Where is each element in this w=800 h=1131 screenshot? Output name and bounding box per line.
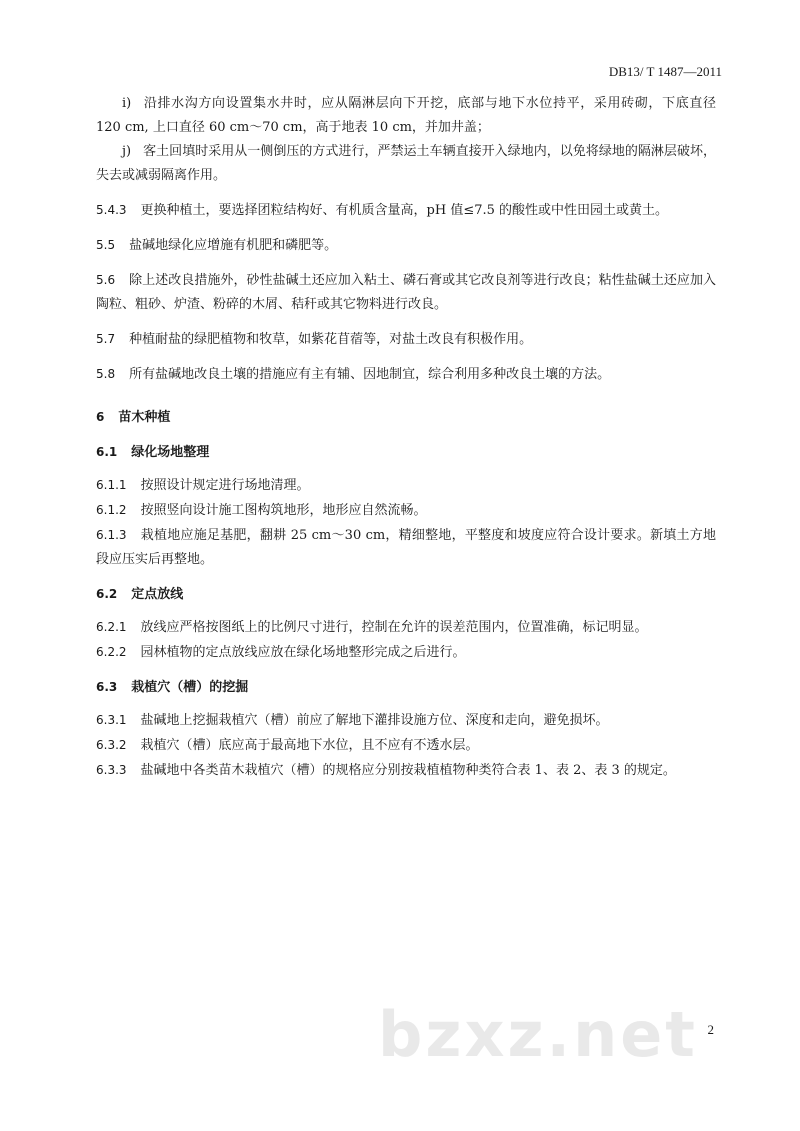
clause-number: 6.1.2 <box>96 503 127 517</box>
clause-6-3-1 <box>96 708 716 733</box>
heading-number: 6 <box>96 410 105 424</box>
watermark: bzxz.net <box>378 998 698 1071</box>
clause-6-1-2 <box>96 498 716 523</box>
item-text: 客土回填时采用从一侧倒压的方式进行，严禁运土车辆直接开入绿地内，以免将绿地的隔淋层破坏，失去或减弱隔离作用。 <box>96 144 716 183</box>
item-label: j) <box>122 144 132 159</box>
clause-5-6 <box>96 268 716 317</box>
clause-6-3-3 <box>96 758 716 783</box>
clause-5-5 <box>96 233 716 258</box>
clause-text: 盐碱地上挖掘栽植穴（槽）前应了解地下灌排设施方位、深度和走向，避免损坏。 <box>140 713 609 728</box>
clause-number: 6.3.1 <box>96 713 127 727</box>
clause-6-1-3 <box>96 523 716 572</box>
clause-text: 栽植穴（槽）底应高于最高地下水位，且不应有不透水层。 <box>140 738 479 753</box>
clause-number: 6.3.3 <box>96 763 127 777</box>
clause-6-3-2 <box>96 733 716 758</box>
clause-text: 盐碱地中各类苗木栽植穴（槽）的规格应分别按栽植植物种类符合表 1、表 2、表 3 的规定。 <box>140 763 676 778</box>
clause-number: 6.3.2 <box>96 738 127 752</box>
clause-text: 种植耐盐的绿肥植物和牧草，如紫花苜蓿等，对盐土改良有积极作用。 <box>129 332 533 347</box>
clause-text: 园林植物的定点放线应放在绿化场地整形完成之后进行。 <box>140 645 466 660</box>
item-label: i) <box>122 96 132 111</box>
heading-title: 栽植穴（槽）的挖掘 <box>131 680 249 695</box>
clause-5-8 <box>96 362 716 387</box>
clause-6-2-1 <box>96 615 716 640</box>
section-heading-6-3 <box>96 675 716 700</box>
clause-6-1-1 <box>96 473 716 498</box>
page-body <box>96 92 716 783</box>
clause-5-7 <box>96 327 716 352</box>
clause-text: 盐碱地绿化应增施有机肥和磷肥等。 <box>129 238 338 253</box>
clause-text: 更换种植土，要选择团粒结构好、有机质含量高，pH 值≤7.5 的酸性或中性田园土或黄土。 <box>140 203 669 218</box>
heading-title: 定点放线 <box>131 587 184 602</box>
clause-5-4-3 <box>96 198 716 223</box>
section-heading-6-1 <box>96 440 716 465</box>
clause-number: 5.6 <box>96 273 116 287</box>
item-text: 沿排水沟方向设置集水井时，应从隔淋层向下开挖，底部与地下水位持平，采用砖砌，下底直径 120 cm, 上口直径 60 cm～70 cm，高于地表 10 cm，并加井盖； <box>96 96 716 135</box>
clause-number: 6.1.3 <box>96 528 127 542</box>
list-item-i <box>96 92 716 140</box>
heading-title: 苗木种植 <box>118 410 171 425</box>
document-code: DB13/ T 1487—2011 <box>608 64 722 79</box>
section-heading-6-2 <box>96 582 716 607</box>
clause-number: 5.5 <box>96 238 116 252</box>
clause-text: 除上述改良措施外，砂性盐碱土还应加入粘土、磷石膏或其它改良剂等进行改良；粘性盐碱土还应加入陶粒、粗砂、炉渣、粉碎的木屑、秸秆或其它物料进行改良。 <box>96 273 716 312</box>
page-number: 2 <box>707 1022 714 1037</box>
clause-number: 5.4.3 <box>96 203 127 217</box>
clause-number: 5.8 <box>96 367 116 381</box>
chapter-heading-6 <box>96 405 716 430</box>
clause-number: 6.2.2 <box>96 645 127 659</box>
heading-number: 6.1 <box>96 445 118 459</box>
heading-number: 6.3 <box>96 680 118 694</box>
clause-number: 6.2.1 <box>96 620 127 634</box>
clause-text: 放线应严格按图纸上的比例尺寸进行，控制在允许的误差范围内，位置准确，标记明显。 <box>140 620 648 635</box>
heading-number: 6.2 <box>96 587 118 601</box>
clause-text: 所有盐碱地改良土壤的措施应有主有辅、因地制宜，综合利用多种改良土壤的方法。 <box>129 367 611 382</box>
clause-number: 5.7 <box>96 332 116 346</box>
clause-text: 栽植地应施足基肥，翻耕 25 cm～30 cm，精细整地，平整度和坡度应符合设计要求。新填土方地段应压实后再整地。 <box>96 528 716 567</box>
heading-title: 绿化场地整理 <box>131 445 210 460</box>
clause-6-2-2 <box>96 640 716 665</box>
clause-text: 按照竖向设计施工图构筑地形，地形应自然流畅。 <box>140 503 427 518</box>
clause-number: 6.1.1 <box>96 478 127 492</box>
clause-text: 按照设计规定进行场地清理。 <box>140 478 310 493</box>
list-item-j <box>96 140 716 188</box>
